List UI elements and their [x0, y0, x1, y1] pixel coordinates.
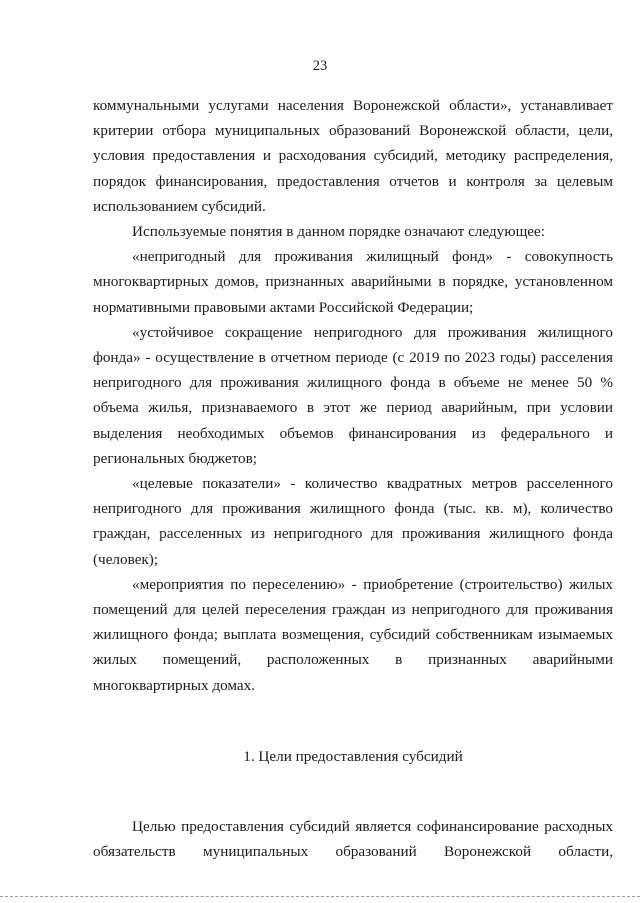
paragraph-definition-sustainable-reduction: «устойчивое сокращение непригодного для проживания жилищного фонда» - осуществление в отчетном периоде (с 2019 по 2023 годы) расселения непригодного для проживания жилищного фонда в объеме не менее 50 % объема жилья, признаваемого в этот же период аварийным, при условии выделения необходимых объемов финансирования из федерального и региональных бюджетов; — [93, 323, 613, 467]
paragraph-definition-target-indicators: «целевые показатели» - количество квадратных метров расселенного непригодного для проживания жилищного фонда (тыс. кв. м), количество граждан, расселенных из непригодного для проживания жилищного фонда (человек); — [93, 475, 613, 568]
paragraph-subsidy-purpose: Целью предоставления субсидий является софинансирование расходных обязательств муниципальных образований Воронежской области, — [93, 818, 613, 861]
paragraph-definitions-lead: Используемые понятия в данном порядке означают следующее: — [132, 223, 545, 241]
page-bottom-edge — [0, 896, 640, 897]
paragraph-definition-unfit-housing: «непригодный для проживания жилищный фонд» - совокупность многоквартирных домов, признанных аварийными в порядке, установленном нормативными правовыми актами Российской Федерации; — [93, 248, 613, 316]
section-heading: 1. Цели предоставления субсидий — [243, 747, 463, 765]
document-body — [93, 93, 613, 864]
page-number: 23 — [312, 58, 328, 74]
paragraph-definition-resettlement-measures: «мероприятия по переселению» - приобретение (строительство) жилых помещений для целей переселения граждан из непригодного для проживания жилищного фонда; выплата возмещения, субсидий собственникам изымаемых жилых помещений, расположенных в признанных аварийными многоквартирных домах. — [93, 575, 613, 694]
paragraph-intro: коммунальными услугами населения Воронежской области», устанавливает критерии отбора муниципальных образований Воронежской области, цели, условия предоставления и расходования субсидий, методику распределения, порядок финансирования, предоставления отчетов и контроля за целевым использованием субсидий. — [93, 97, 613, 215]
